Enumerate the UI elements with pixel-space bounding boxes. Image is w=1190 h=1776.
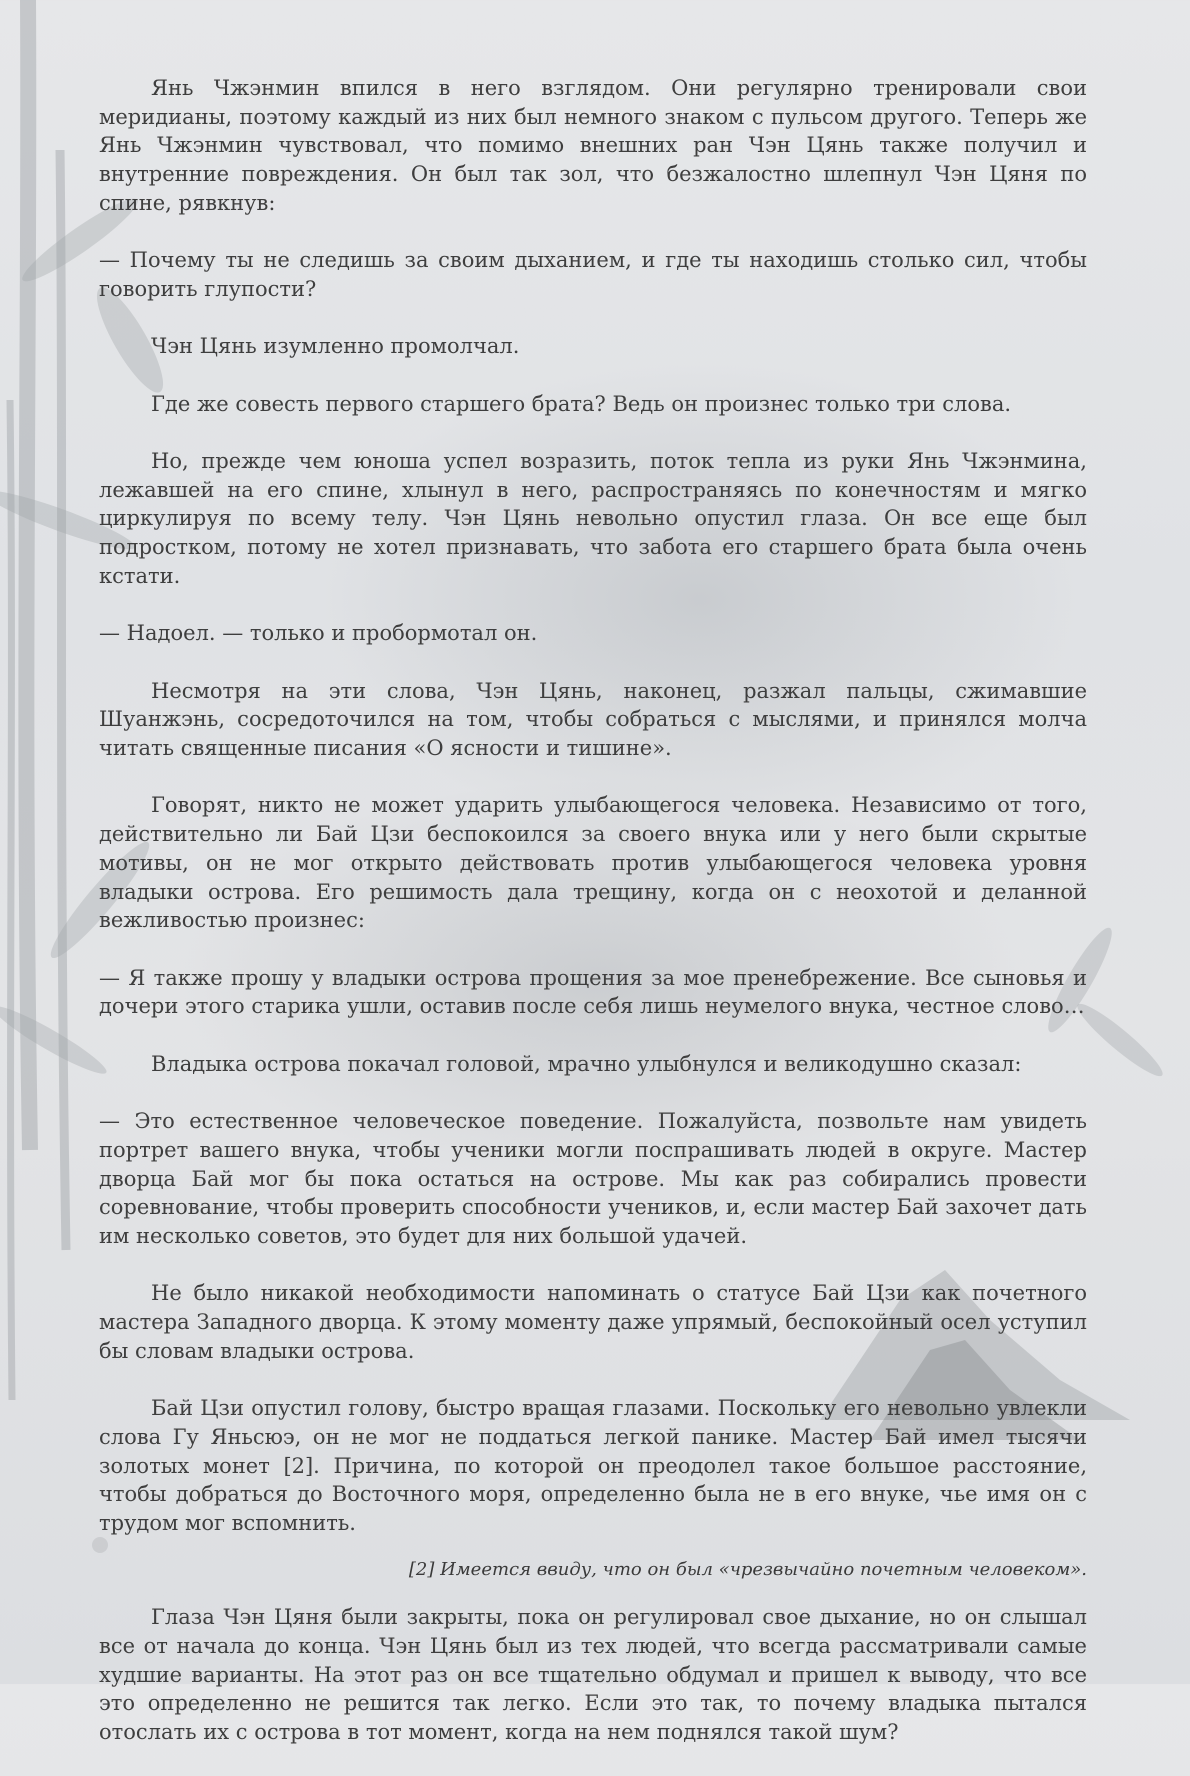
paragraph: Не было никакой необходимости напоминать о статусе Бай Цзи как почетного мастера Западного дворца. К этому моменту даже упрямый, беспокойный осел уступил бы словам владыки острова. bbox=[99, 1281, 1087, 1363]
dialogue-paragraph: — Почему ты не следишь за своим дыханием, и где ты находишь столько сил, чтобы говорить глупости? bbox=[99, 248, 1087, 301]
paragraph: Говорят, никто не может ударить улыбающегося человека. Независимо от того, действительно ли Бай Цзи беспокоился за своего внука или у него были скрытые мотивы, он не мог открыто действовать против улыбающегося человека уровня владыки острова. Его решимость дала трещину, когда он с неохотой и деланной вежливостью произнес: bbox=[99, 793, 1087, 933]
paragraph: Глаза Чэн Цяня были закрыты, пока он регулировал свое дыхание, но он слышал все от начала до конца. Чэн Цянь был из тех людей, что всегда рассматривали самые худшие варианты. На этот раз он все тщательно обдумал и пришел к выводу, что все это определенно не решится так легко. Если это так, то почему владыка пытался отослать их с острова в тот момент, когда на нем поднялся такой шум? bbox=[99, 1605, 1087, 1745]
page-text bbox=[99, 74, 1087, 1776]
dialogue-paragraph: — Я также прошу у владыки острова прощения за мое пренебрежение. Все сыновья и дочери этого старика ушли, оставив после себя лишь неумелого внука, честное слово… bbox=[99, 965, 1087, 1019]
footnote: [2] Имеется ввиду, что он был «чрезвычайно почетным человеком». bbox=[408, 1559, 1087, 1581]
paragraph: Несмотря на эти слова, Чэн Цянь, наконец, разжал пальцы, сжимавшие Шуанжэнь, сосредоточился на том, чтобы собраться с мыслями, и принялся молча читать священные писания «О ясности и тишине». bbox=[99, 678, 1087, 761]
dialogue-paragraph: — Это естественное человеческое поведение. Пожалуйста, позвольте нам увидеть портрет вашего внука, чтобы ученики могли поспрашивать людей в округе. Мастер дворца Бай мог бы пока остаться на острове. Мы как раз собирались провести соревнование, чтобы проверить способности учеников, и, если мастер Бай захочет дать им несколько советов, это будет для них большой удачей. bbox=[99, 1109, 1087, 1248]
paragraph: Бай Цзи опустил голову, быстро вращая глазами. Поскольку его невольно увлекли слова Гу Яньсюэ, он не мог не поддаться легкой панике. Мастер Бай имел тысячи золотых монет [2]. Причина, по которой он преодолел такое большое расстояние, чтобы добраться до Восточного моря, определенно была не в его внуке, чье имя он с трудом мог вспомнить. bbox=[99, 1396, 1087, 1535]
paragraph: Но, прежде чем юноша успел возразить, поток тепла из руки Янь Чжэнмина, лежавшей на его спине, хлынул в него, распространяясь по конечностям и мягко циркулируя по всему телу. Чэн Цянь невольно опустил глаза. Он все еще был подростком, потому не хотел признавать, что забота его старшего брата была очень кстати. bbox=[99, 449, 1087, 588]
paragraph: Где же совесть первого старшего брата? Ведь он произнес только три слова. bbox=[151, 391, 1012, 416]
paragraph: Чэн Цянь изумленно промолчал. bbox=[151, 334, 520, 359]
paragraph: Владыка острова покачал головой, мрачно улыбнулся и великодушно сказал: bbox=[151, 1051, 1022, 1076]
dialogue-paragraph: — Надоел. — только и пробормотал он. bbox=[99, 621, 538, 646]
paragraph: Янь Чжэнмин впился в него взглядом. Они регулярно тренировали свои меридианы, поэтому каждый из них был немного знаком с пульсом другого. Теперь же Янь Чжэнмин чувствовал, что помимо внешних ран Чэн Цянь также получил и внутренние повреждения. Он был так зол, что безжалостно шлепнул Чэн Цяня по спине, рявкнув: bbox=[99, 76, 1087, 215]
